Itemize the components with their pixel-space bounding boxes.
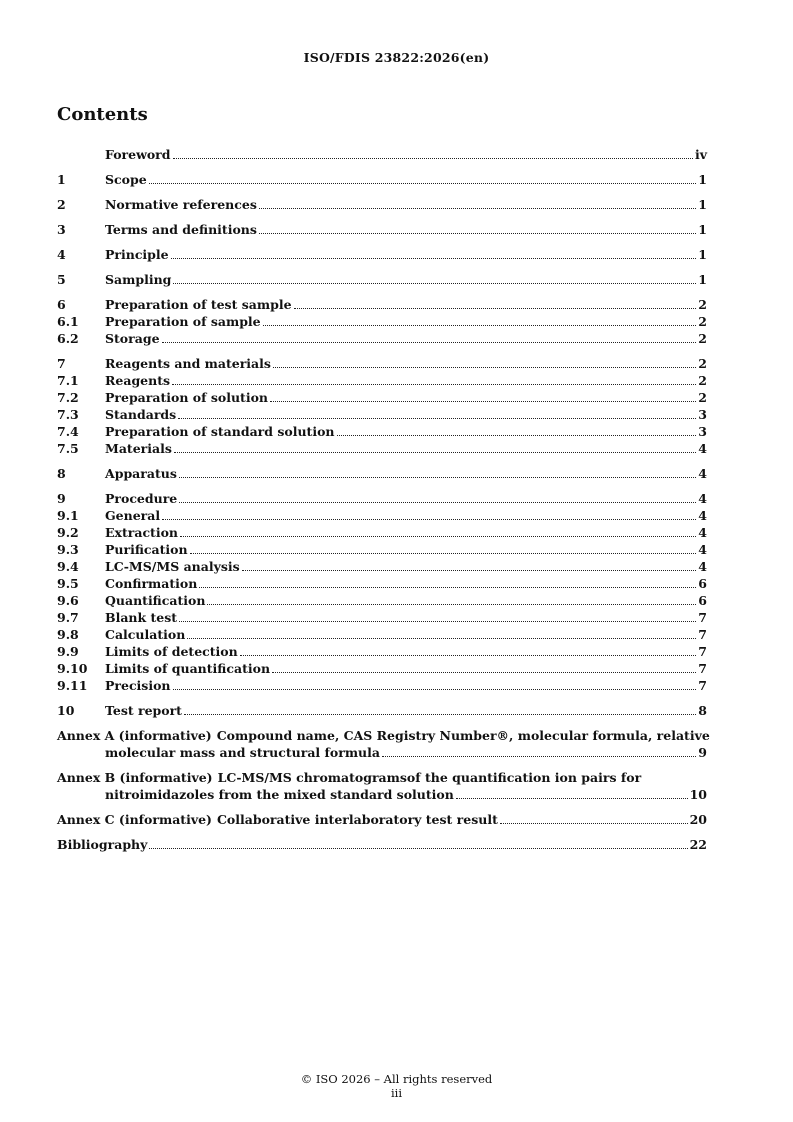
toc-annex-label: Annex C (informative): [57, 812, 212, 827]
toc-group-spacer: [57, 213, 707, 221]
toc-entry-page: 2: [698, 297, 707, 312]
toc-entry-number: 7.5: [57, 441, 79, 456]
toc-entry-number: 7.1: [57, 373, 79, 388]
toc-entry-page: 7: [698, 610, 707, 625]
page-footer: [0, 1072, 793, 1100]
toc-entry[interactable]: [57, 660, 707, 677]
toc-annex-title: LC-MS/MS chromatogramsof the quantification ion pairs for: [217, 770, 642, 785]
toc-dot-leader: [184, 714, 696, 715]
toc-entry[interactable]: [57, 465, 707, 482]
toc-entry[interactable]: [57, 171, 707, 188]
toc-dot-leader: [456, 798, 688, 799]
toc-entry-title: Apparatus: [105, 466, 177, 481]
toc-dot-leader: [190, 553, 697, 554]
toc-entry[interactable]: [57, 524, 707, 541]
toc-entry[interactable]: [57, 592, 707, 609]
toc-group-spacer: [57, 803, 707, 811]
toc-dot-leader: [259, 208, 696, 209]
toc-entry-number: 9.10: [57, 661, 88, 676]
toc-entry-number: 9.6: [57, 593, 79, 608]
toc-entry-title: Test report: [105, 703, 182, 718]
toc-annex-line: [57, 811, 707, 828]
toc-entry-number: 5: [57, 272, 66, 287]
toc-entry-title: Confirmation: [105, 576, 198, 591]
toc-dot-leader: [162, 519, 696, 520]
toc-entry[interactable]: [57, 541, 707, 558]
toc-entry-number: 7.3: [57, 407, 79, 422]
toc-entry-page: 4: [698, 491, 707, 506]
toc-entry[interactable]: [57, 575, 707, 592]
toc-entry[interactable]: [57, 372, 707, 389]
toc-entry-page: 1: [698, 247, 707, 262]
toc-entry-number: 8: [57, 466, 66, 481]
toc-entry-page: 2: [698, 331, 707, 346]
toc-dot-leader: [180, 536, 696, 537]
toc-entry-number: 6: [57, 297, 66, 312]
toc-entry[interactable]: [57, 440, 707, 457]
toc-entry[interactable]: [57, 330, 707, 347]
toc-dot-leader: [294, 308, 697, 309]
toc-group-spacer: [57, 188, 707, 196]
toc-entry-number: 9.8: [57, 627, 79, 642]
toc-dot-leader: [174, 452, 696, 453]
toc-entry-number: 6.1: [57, 314, 79, 329]
toc-dot-leader: [187, 638, 696, 639]
toc-group-spacer: [57, 719, 707, 727]
toc-bibliography-title: Bibliography: [57, 837, 148, 852]
toc-dot-leader: [179, 477, 696, 478]
toc-entry[interactable]: [57, 507, 707, 524]
toc-entry[interactable]: [57, 406, 707, 423]
toc-annex-page: 20: [689, 812, 707, 827]
toc-entry-title: Standards: [105, 407, 177, 422]
toc-dot-leader: [178, 418, 696, 419]
toc-dot-leader: [240, 655, 697, 656]
toc-entry-title: Materials: [105, 441, 172, 456]
toc-entry-page: 8: [698, 703, 707, 718]
toc-entry-page: 3: [698, 424, 707, 439]
toc-entry-number: 9.1: [57, 508, 79, 523]
toc-group-spacer: [57, 347, 707, 355]
toc-dot-leader: [242, 570, 697, 571]
contents-heading: Contents: [57, 104, 148, 125]
toc-entry-number: 9.11: [57, 678, 88, 693]
toc-dot-leader: [199, 587, 696, 588]
toc-entry-page: 4: [698, 542, 707, 557]
toc-entry-title: Limits of quantification: [105, 661, 271, 676]
toc-entry[interactable]: [57, 643, 707, 660]
toc-entry[interactable]: [57, 609, 707, 626]
toc-entry[interactable]: [57, 271, 707, 288]
toc-dot-leader: [172, 384, 696, 385]
toc-entry-page: 1: [698, 172, 707, 187]
copyright-notice: © ISO 2026 – All rights reserved: [300, 1072, 493, 1086]
toc-entry-title: Scope: [105, 172, 147, 187]
toc-entry[interactable]: [57, 246, 707, 263]
toc-annex-line: [57, 744, 707, 761]
toc-entry-page: 7: [698, 661, 707, 676]
toc-entry-title: Principle: [105, 247, 169, 262]
toc-entry-title: Quantification: [105, 593, 206, 608]
toc-dot-leader: [173, 158, 693, 159]
toc-entry-page: 4: [698, 559, 707, 574]
toc-annex-line: [57, 769, 707, 786]
toc-dot-leader: [171, 258, 697, 259]
toc-dot-leader: [259, 233, 696, 234]
toc-entry-page: iv: [694, 147, 707, 162]
toc-entry-number: 1: [57, 172, 66, 187]
toc-group-spacer: [57, 482, 707, 490]
toc-entry-number: 9.3: [57, 542, 79, 557]
toc-entry-title: Preparation of standard solution: [105, 424, 335, 439]
toc-entry-page: 1: [698, 197, 707, 212]
toc-annex-page: 10: [689, 787, 707, 802]
toc-bibliography-page: 22: [689, 837, 707, 852]
toc-annex-title: Compound name, CAS Registry Number®, molecular formula, relative: [216, 728, 710, 743]
toc-dot-leader: [149, 848, 687, 849]
toc-annex-entry[interactable]: [57, 811, 707, 828]
toc-entry-number: 4: [57, 247, 66, 262]
toc-entry[interactable]: [57, 296, 707, 313]
toc-dot-leader: [149, 183, 697, 184]
toc-dot-leader: [173, 283, 696, 284]
toc-annex-line: [57, 727, 710, 744]
toc-entry-title: Sampling: [105, 272, 172, 287]
toc-entry-number: 7.2: [57, 390, 79, 405]
toc-entry-title: Calculation: [105, 627, 186, 642]
toc-annex-title-cont: nitroimidazoles from the mixed standard solution: [105, 787, 454, 802]
toc-group-spacer: [57, 263, 707, 271]
toc-entry-number: 9.5: [57, 576, 79, 591]
toc-entry[interactable]: [57, 626, 707, 643]
toc-entry-title: Blank test: [105, 610, 178, 625]
toc-dot-leader: [337, 435, 697, 436]
toc-entry-number: 10: [57, 703, 75, 718]
toc-entry-number: 3: [57, 222, 66, 237]
toc-entry-number: 6.2: [57, 331, 79, 346]
toc-entry-page: 1: [698, 222, 707, 237]
toc-entry-page: 4: [698, 508, 707, 523]
toc-entry-number: 9.9: [57, 644, 79, 659]
toc-entry-title: Extraction: [105, 525, 178, 540]
toc-entry-title: Terms and definitions: [105, 222, 257, 237]
toc-entry[interactable]: [57, 389, 707, 406]
toc-entry[interactable]: [57, 490, 707, 507]
toc-entry-page: 2: [698, 373, 707, 388]
toc-entry-number: 9.2: [57, 525, 79, 540]
toc-group-spacer: [57, 457, 707, 465]
toc-dot-leader: [270, 401, 696, 402]
toc-dot-leader: [179, 502, 696, 503]
toc-dot-leader: [382, 756, 696, 757]
toc-bibliography-entry[interactable]: [57, 836, 707, 853]
toc-entry-page: 4: [698, 441, 707, 456]
toc-entry-number: 2: [57, 197, 66, 212]
toc-entry[interactable]: [57, 702, 707, 719]
toc-annex-label: Annex A (informative): [57, 728, 212, 743]
toc-entry-title: Reagents and materials: [105, 356, 271, 371]
toc-dot-leader: [173, 689, 697, 690]
toc-dot-leader: [273, 367, 696, 368]
toc-entry-page: 6: [698, 593, 707, 608]
toc-entry-page: 3: [698, 407, 707, 422]
toc-entry-title: Normative references: [105, 197, 257, 212]
toc-entry-title: Precision: [105, 678, 171, 693]
toc-dot-leader: [179, 621, 696, 622]
toc-entry-page: 1: [698, 272, 707, 287]
page-number: iii: [390, 1086, 403, 1100]
toc-annex-page: 9: [698, 745, 707, 760]
toc-annex-label: Annex B (informative): [57, 770, 213, 785]
toc-group-spacer: [57, 761, 707, 769]
toc-entry[interactable]: [57, 221, 707, 238]
toc-entry-title: Storage: [105, 331, 160, 346]
toc-annex-entry[interactable]: [57, 727, 710, 761]
toc-entry-page: 7: [698, 627, 707, 642]
toc-entry-page: 6: [698, 576, 707, 591]
toc-entry-number: 7: [57, 356, 66, 371]
toc-group-spacer: [57, 288, 707, 296]
toc-entry[interactable]: [57, 196, 707, 213]
toc-entry[interactable]: [57, 146, 707, 163]
toc-entry[interactable]: [57, 355, 707, 372]
toc-entry-title: LC-MS/MS analysis: [105, 559, 240, 574]
toc-entry-title: Purification: [105, 542, 188, 557]
toc-entry-title: Reagents: [105, 373, 171, 388]
toc-dot-leader: [207, 604, 696, 605]
toc-entry-page: 2: [698, 390, 707, 405]
toc-annex-entry[interactable]: [57, 769, 707, 803]
toc-entry[interactable]: [57, 313, 707, 330]
toc-entry-page: 7: [698, 644, 707, 659]
toc-entry-title: Procedure: [105, 491, 178, 506]
toc-group-spacer: [57, 694, 707, 702]
toc-entry-number: 9: [57, 491, 66, 506]
toc-annex-line: [57, 786, 707, 803]
toc-entry-title: Preparation of sample: [105, 314, 261, 329]
toc-entry[interactable]: [57, 677, 707, 694]
toc-dot-leader: [272, 672, 696, 673]
toc-entry[interactable]: [57, 558, 707, 575]
toc-entry[interactable]: [57, 423, 707, 440]
toc-entry-page: 2: [698, 314, 707, 329]
toc-entry-title: Foreword: [105, 147, 171, 162]
toc-entry-page: 2: [698, 356, 707, 371]
toc-entry-title: General: [105, 508, 161, 523]
toc-dot-leader: [500, 823, 688, 824]
toc-entry-number: 9.4: [57, 559, 79, 574]
toc-entry-title: Limits of detection: [105, 644, 238, 659]
toc-entry-page: 4: [698, 466, 707, 481]
toc-dot-leader: [263, 325, 697, 326]
toc-group-spacer: [57, 828, 707, 836]
toc-entry-page: 4: [698, 525, 707, 540]
toc-dot-leader: [162, 342, 697, 343]
document-id-header: ISO/FDIS 23822:2026(en): [303, 50, 490, 65]
toc-annex-title-cont: molecular mass and structural formula: [105, 745, 380, 760]
toc-entry-number: 9.7: [57, 610, 79, 625]
toc-entry-number: 7.4: [57, 424, 79, 439]
toc-group-spacer: [57, 163, 707, 171]
toc-entry-page: 7: [698, 678, 707, 693]
toc-entry-title: Preparation of solution: [105, 390, 268, 405]
table-of-contents: [57, 146, 710, 853]
toc-annex-title: Collaborative interlaboratory test result: [216, 812, 498, 827]
toc-group-spacer: [57, 238, 707, 246]
toc-entry-title: Preparation of test sample: [105, 297, 292, 312]
